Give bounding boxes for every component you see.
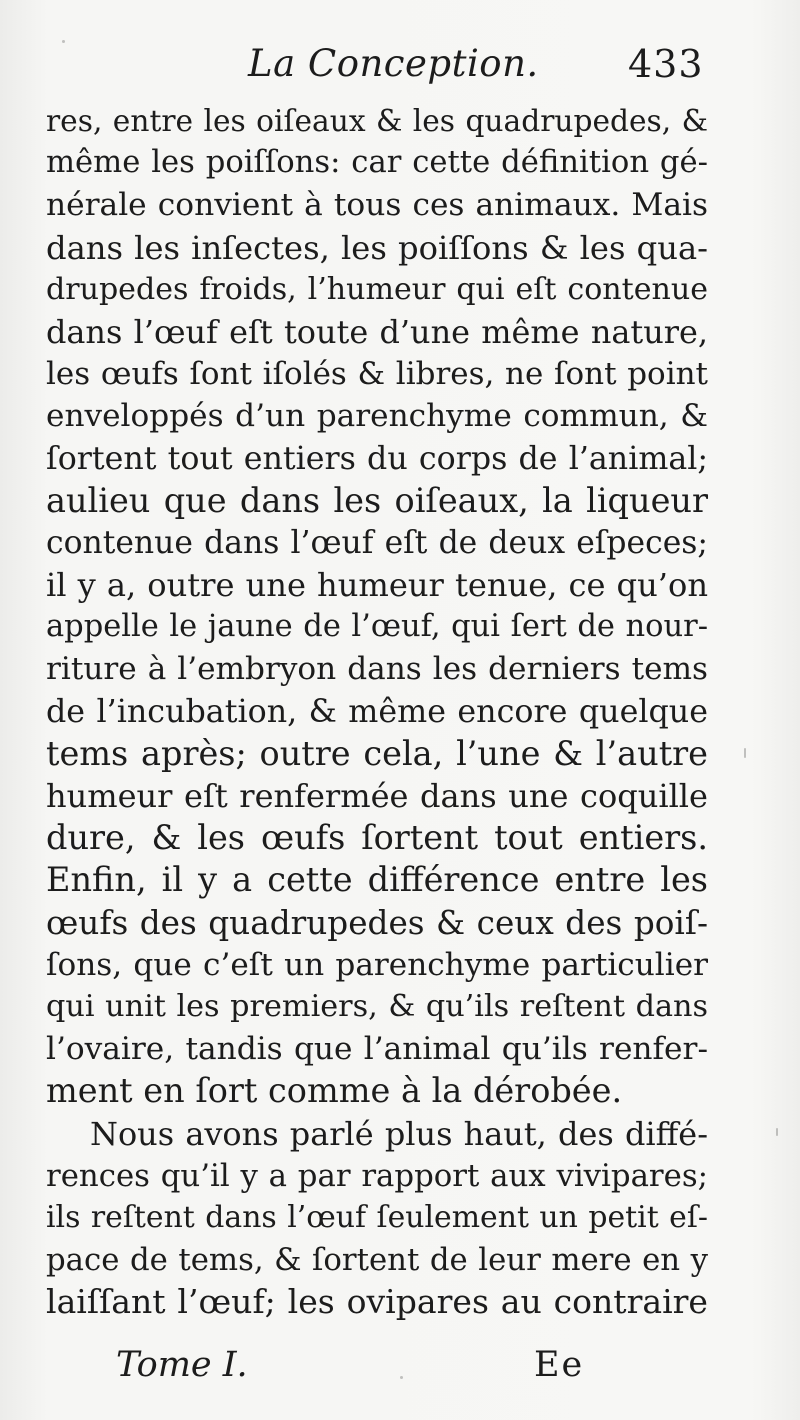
text-line: de l’incubation, & même encore quelque <box>46 693 708 730</box>
text-line: ſortent tout entiers du corps de l’animal; <box>46 440 708 477</box>
print-speck <box>400 1376 403 1379</box>
volume-label: Tome I. <box>116 1345 248 1385</box>
print-speck <box>62 40 65 43</box>
text-line: œufs des quadrupedes & ceux des poiſ- <box>46 903 708 942</box>
print-speck <box>776 1128 778 1136</box>
text-line: enveloppés d’un parenchyme commun, & <box>46 398 708 435</box>
text-line: même les poiſſons: car cette définition gé- <box>46 145 708 181</box>
text-line: il y a, outre une humeur tenue, ce qu’on <box>46 566 708 605</box>
text-line: l’ovaire, tandis que l’animal qu’ils renfer- <box>46 1031 708 1068</box>
page-header <box>0 42 800 102</box>
print-speck <box>744 748 746 758</box>
text-line: contenue dans l’œuf eſt de deux eſpeces; <box>46 524 708 561</box>
running-title: La Conception. <box>248 42 539 85</box>
text-line: ſons, que c’eſt un parenchyme particulier <box>46 946 708 983</box>
text-line: nérale convient à tous ces animaux. Mais <box>46 187 708 224</box>
signature-mark: Ee <box>534 1345 585 1385</box>
page-footer <box>0 1345 800 1395</box>
text-line-paragraph-start: Nous avons parlé plus haut, des diffé- <box>90 1114 708 1153</box>
text-line-paragraph-end: ment en ſort comme à la dérobée. <box>46 1071 623 1111</box>
text-line: les œufs ſont iſolés & libres, ne ſont point <box>46 356 708 393</box>
text-line: riture à l’embryon dans les derniers tems <box>46 651 708 688</box>
text-line: qui unit les premiers, & qu’ils reſtent dans <box>46 988 708 1024</box>
text-line: res, entre les oiſeaux & les quadrupedes, & <box>46 103 708 138</box>
text-line: pace de tems, & ſortent de leur mere en y <box>46 1242 708 1279</box>
text-line: ils reſtent dans l’œuf ſeulement un petit eſ- <box>46 1199 708 1235</box>
text-line: humeur eſt renfermée dans une coquille <box>46 777 708 815</box>
text-line: aulieu que dans les oiſeaux, la liqueur <box>46 480 708 520</box>
page-number: 433 <box>628 42 704 86</box>
body-text <box>46 100 708 1323</box>
text-line: rences qu’il y a par rapport aux vivipares; <box>46 1157 708 1194</box>
text-line: tems après; outre cela, l’une & l’autre <box>46 733 708 773</box>
text-line: drupedes froids, l’humeur qui eſt contenue <box>46 271 708 307</box>
text-line: dans les inſectes, les poiſſons & les qua- <box>46 228 708 267</box>
text-line: dure, & les œufs ſortent tout entiers. <box>46 818 708 858</box>
text-line: Enfin, il y a cette différence entre les <box>46 860 708 900</box>
text-line: dans l’œuf eſt toute d’une même nature, <box>46 312 708 351</box>
text-line: laiſſant l’œuf; les ovipares au contraire <box>46 1282 708 1322</box>
text-line: appelle le jaune de l’œuf, qui ſert de nour- <box>46 609 708 645</box>
